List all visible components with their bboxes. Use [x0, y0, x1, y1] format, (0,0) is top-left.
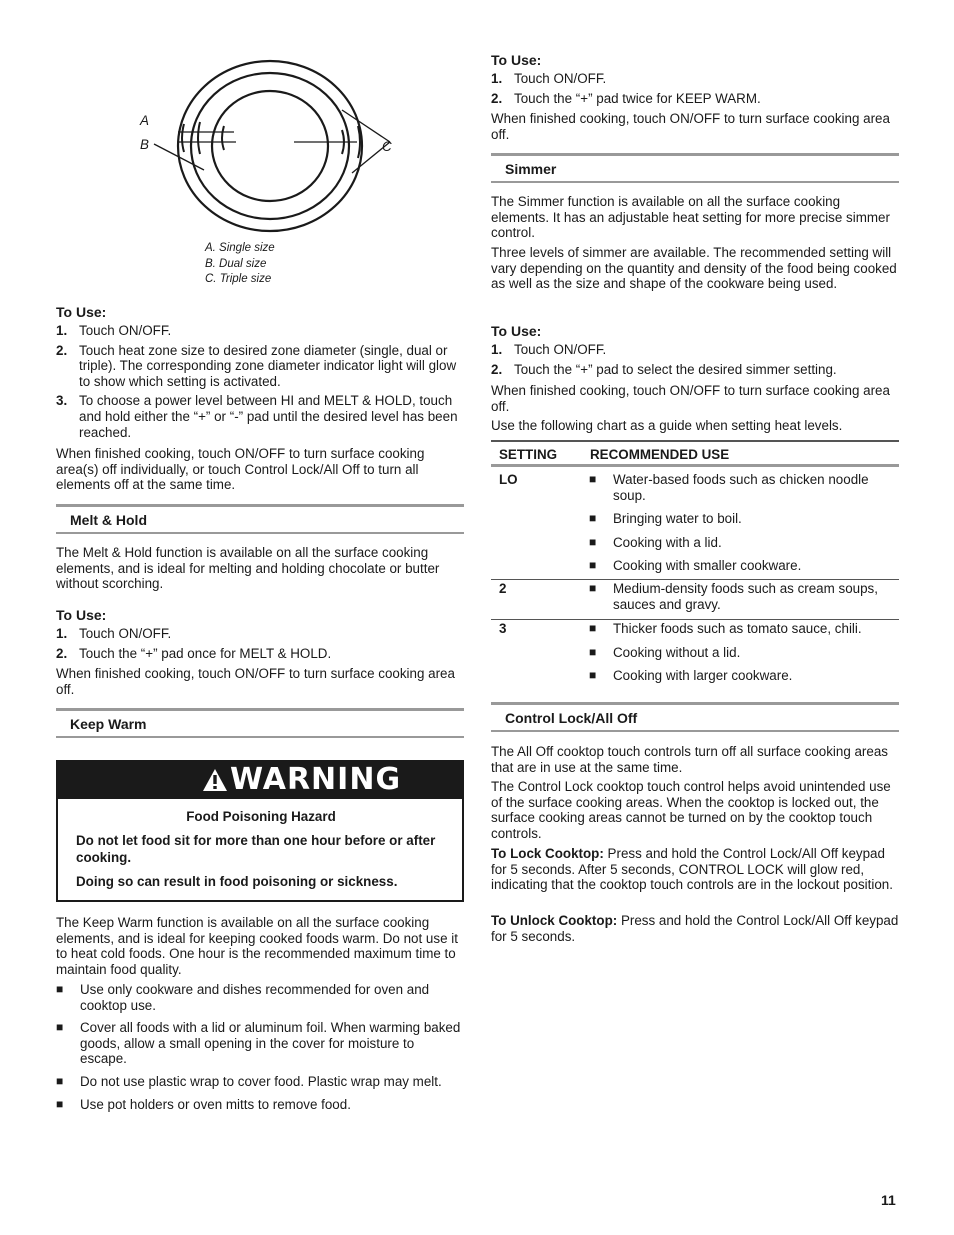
step-number: 1.: [491, 71, 503, 86]
unlock-instructions: [491, 913, 899, 944]
section-melt-hold: [56, 504, 464, 534]
list-item: [589, 511, 889, 527]
bullet-square-icon: ■: [589, 511, 597, 526]
list-item: [589, 535, 889, 551]
page-number: 11: [881, 1192, 896, 1208]
keepwarm-bullets: [56, 982, 464, 1112]
step-number: 1.: [491, 342, 503, 357]
list-item-text: Cooking without a lid.: [613, 644, 741, 660]
lock-p2: The Control Lock cooktop touch control helps avoid unintended use of the surface cooking areas. When the cooktop is locked out, the surface cooking areas cannot be turned on by the cooktop touch controls.: [491, 779, 891, 841]
caption-triple: C. Triple size: [205, 273, 272, 286]
bullet-square-icon: ■: [589, 534, 597, 549]
figure-captions: [205, 241, 275, 288]
table-cell-use: [589, 581, 889, 612]
step: [491, 71, 899, 87]
list-item: [56, 1020, 464, 1067]
step-number: 3.: [56, 393, 68, 409]
simmer-chart-intro: Use the following chart as a guide when setting heat levels.: [491, 418, 843, 433]
bullet-square-icon: ■: [56, 982, 64, 996]
section-control-lock: [491, 702, 899, 732]
warning-line-1: Do not let food sit for more than one hour before or after cooking.: [76, 833, 436, 865]
warning-triangle-icon: [202, 768, 228, 792]
touse-steps-keepwarm: [491, 71, 899, 110]
list-item-text: Bringing water to boil.: [613, 511, 742, 527]
list-item-text: Water-based foods such as chicken noodle soup.: [613, 472, 869, 503]
step-text: Touch ON/OFF.: [79, 323, 172, 338]
list-item-text: Cooking with smaller cookware.: [613, 558, 802, 574]
header-recommended-use: RECOMMENDED USE: [590, 447, 730, 462]
step-number: 1.: [56, 626, 68, 641]
step-number: 2.: [56, 645, 68, 661]
unlock-text: Press and hold the Control Lock/All Off keypad for 5 seconds.: [491, 913, 899, 944]
step-text: Touch heat zone size to desired zone diameter (single, dual or triple). The corresponding zone diameter indicator light will glow to show which setting is activated.: [79, 342, 457, 389]
callout-c: C: [382, 139, 392, 154]
step-text: Touch ON/OFF.: [79, 626, 172, 641]
step-number: 1.: [56, 323, 68, 338]
step-text: Touch the “+” pad once for MELT & HOLD.: [79, 645, 332, 661]
cooktop-element-diagram: [132, 58, 422, 238]
step-text: Touch the “+” pad twice for KEEP WARM.: [514, 90, 761, 106]
section-title: Simmer: [505, 161, 557, 177]
bullet-square-icon: ■: [56, 1073, 64, 1088]
bullet-square-icon: ■: [589, 644, 597, 659]
list-item: [56, 1074, 464, 1090]
list-item-text: Cooking with larger cookware.: [613, 668, 793, 684]
step-number: 2.: [491, 361, 503, 377]
list-item: [589, 558, 889, 574]
lock-instructions: [491, 846, 899, 893]
list-item-text: Do not use plastic wrap to cover food. Plastic wrap may melt.: [80, 1073, 442, 1089]
step: [491, 91, 899, 107]
bullet-square-icon: ■: [589, 472, 597, 486]
row-divider: [491, 579, 899, 580]
lock-label: To Lock Cooktop:: [491, 846, 604, 861]
step: [491, 342, 899, 358]
touse-steps-1: [56, 323, 464, 444]
touse-steps-simmer: [491, 342, 899, 381]
step-text: Touch the “+” pad to select the desired simmer setting.: [514, 361, 837, 377]
list-item-text: Cover all foods with a lid or aluminum foil. When warming baked goods, allow a small opening in the cover for moisture to escape.: [80, 1020, 461, 1067]
bullet-square-icon: ■: [56, 1096, 64, 1111]
step: [56, 343, 464, 390]
bullet-square-icon: ■: [589, 621, 597, 635]
list-item-text: Medium-density foods such as cream soups, sauces and gravy.: [613, 581, 878, 612]
caption-single: A. Single size: [205, 242, 275, 254]
list-item: [589, 668, 889, 684]
list-item: [56, 1097, 464, 1113]
callout-a: A: [140, 113, 149, 128]
list-item-text: Use only cookware and dishes recommended for oven and cooktop use.: [80, 982, 430, 1013]
step: [56, 323, 464, 339]
table-cell-setting: LO: [499, 472, 518, 487]
list-item: [56, 982, 464, 1013]
table-cell-use: [589, 472, 889, 574]
bullet-square-icon: ■: [56, 1020, 64, 1035]
unlock-label: To Unlock Cooktop:: [491, 913, 618, 928]
step: [491, 362, 899, 378]
section-keep-warm: [56, 708, 464, 738]
list-item-text: Cooking with a lid.: [613, 534, 722, 550]
list-item-text: Thicker foods such as tomato sauce, chili.: [613, 621, 862, 636]
keepwarm-after: When finished cooking, touch ON/OFF to turn surface cooking area off.: [491, 111, 890, 142]
list-item: [589, 621, 889, 637]
melt-body: The Melt & Hold function is available on all the surface cooking elements, and is ideal for melting and holding chocolate or butter without scorching.: [56, 545, 440, 592]
simmer-p1: The Simmer function is available on all the surface cooking elements. It has an adjustable heat setting for more precise simmer control.: [491, 194, 890, 241]
bullet-square-icon: ■: [589, 668, 597, 683]
list-item: [589, 645, 889, 661]
caption-dual: B. Dual size: [205, 257, 267, 270]
header-setting: SETTING: [499, 447, 558, 462]
touse-heading-1: To Use:: [56, 304, 107, 320]
step: [56, 393, 464, 440]
warning-banner: [58, 762, 462, 800]
section-title: Melt & Hold: [70, 512, 147, 528]
list-item: [589, 472, 889, 503]
touse-heading-simmer: To Use:: [491, 323, 542, 339]
touse-heading-melt: To Use:: [56, 607, 107, 623]
warning-line-2: Doing so can result in food poisoning or sickness.: [76, 874, 398, 889]
bullet-square-icon: ■: [589, 558, 597, 573]
section-simmer: [491, 153, 899, 183]
table-cell-setting: 2: [499, 581, 507, 596]
touse-steps-melt: [56, 626, 464, 665]
step-text: Touch ON/OFF.: [514, 71, 607, 86]
step-number: 2.: [491, 90, 503, 106]
melt-after: When finished cooking, touch ON/OFF to turn surface cooking area off.: [56, 666, 455, 697]
step-number: 2.: [56, 342, 68, 358]
list-item-text: Use pot holders or oven mitts to remove food.: [80, 1096, 351, 1112]
table-cell-setting: 3: [499, 621, 507, 636]
lock-text: Press and hold the Control Lock/All Off keypad for 5 seconds. After 5 seconds, CONTROL LOCK will glow red, indicating that the cooktop touch controls are in the lockout position.: [491, 846, 893, 893]
warning-label: WARNING: [230, 762, 402, 797]
step-text: Touch ON/OFF.: [514, 342, 607, 357]
keepwarm-body: The Keep Warm function is available on all the surface cooking elements, and is ideal for keeping cooked foods warm. Do not use it to heat cold foods. One hour is the recommended maximum time to maintain food quality.: [56, 915, 458, 977]
bullet-square-icon: ■: [589, 581, 597, 595]
warning-hazard: Food Poisoning Hazard: [186, 809, 336, 824]
callout-b: B: [140, 137, 149, 152]
touse-after-1: When finished cooking, touch ON/OFF to turn surface cooking area(s) off individually, or touch Control Lock/All Off to turn all elements off at the same time.: [56, 446, 425, 493]
warning-box: [56, 760, 464, 902]
table-cell-use: [589, 621, 889, 684]
table-header-row: [491, 440, 899, 467]
step-text: To choose a power level between HI and MELT & HOLD, touch and hold either the “+” or “-” pad until the desired level has been reached.: [79, 393, 458, 440]
section-title: Keep Warm: [70, 716, 147, 732]
section-title: Control Lock/All Off: [505, 710, 638, 726]
lock-p1: The All Off cooktop touch controls turn off all surface cooking areas that are in use at the same time.: [491, 744, 888, 775]
touse-heading-keepwarm: To Use:: [491, 52, 542, 68]
simmer-after: When finished cooking, touch ON/OFF to turn surface cooking area off.: [491, 383, 890, 414]
simmer-p2: Three levels of simmer are available. The recommended setting will vary depending on the quantity and density of the food being cooked as well as the size and shape of the cookware being used.: [491, 245, 897, 292]
step: [56, 626, 464, 642]
step: [56, 646, 464, 662]
list-item: [589, 581, 889, 612]
row-divider: [491, 619, 899, 620]
